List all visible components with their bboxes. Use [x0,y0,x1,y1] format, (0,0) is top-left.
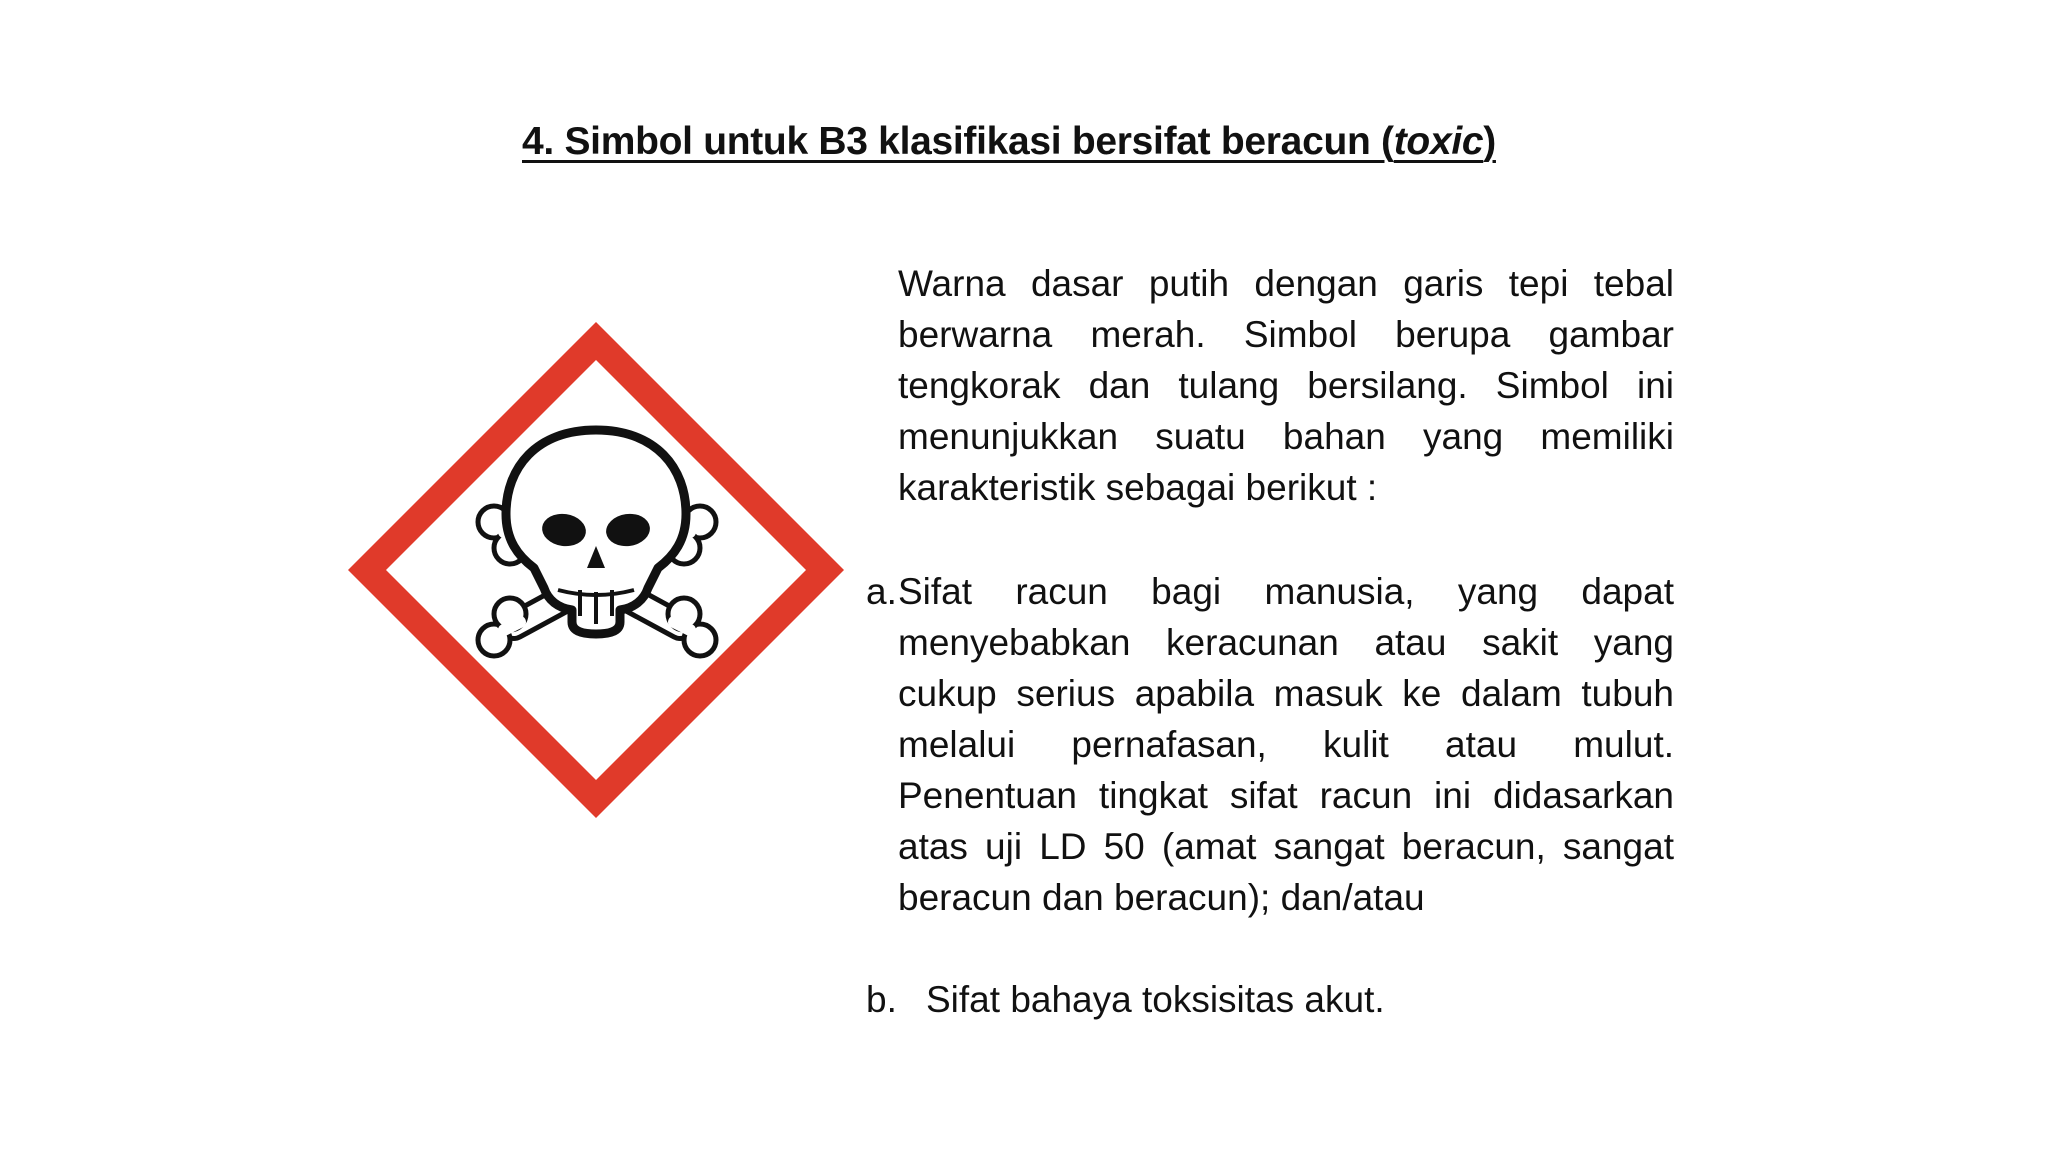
symbol-description: Warna dasar putih dengan garis tepi tebal berwarna merah. Simbol berupa gambar tengkorak dan tulang bersilang. Simbol ini menunjukkan suatu bahan yang memiliki karakteristik sebagai berikut : [898,263,1674,508]
list-item-text: Sifat racun bagi manusia, yang dapat menyebabkan keracunan atau sakit yang cukup serius apabila masuk ke dalam tubuh melalui pernafasan, kulit atau mulut. Penentuan tingkat sifat racun ini didasarkan atas uji LD 50 (amat sangat beracun, sangat beracun dan beracun); dan/atau [898,571,1674,918]
title-italic-text: toxic [1393,120,1484,163]
list-marker: b. [866,979,897,1020]
list-item [866,974,1674,1025]
title-text: 4. Simbol untuk B3 klasifikasi bersifat beracun ( [522,120,1394,163]
title-closing: ) [1483,120,1496,163]
list-marker: a. [866,571,897,612]
list-item [866,566,1674,923]
list-item-text: Sifat bahaya toksisitas akut. [926,979,1385,1020]
slide-title [522,120,1522,164]
skull-and-crossbones-hazard-diamond-icon [344,318,848,822]
